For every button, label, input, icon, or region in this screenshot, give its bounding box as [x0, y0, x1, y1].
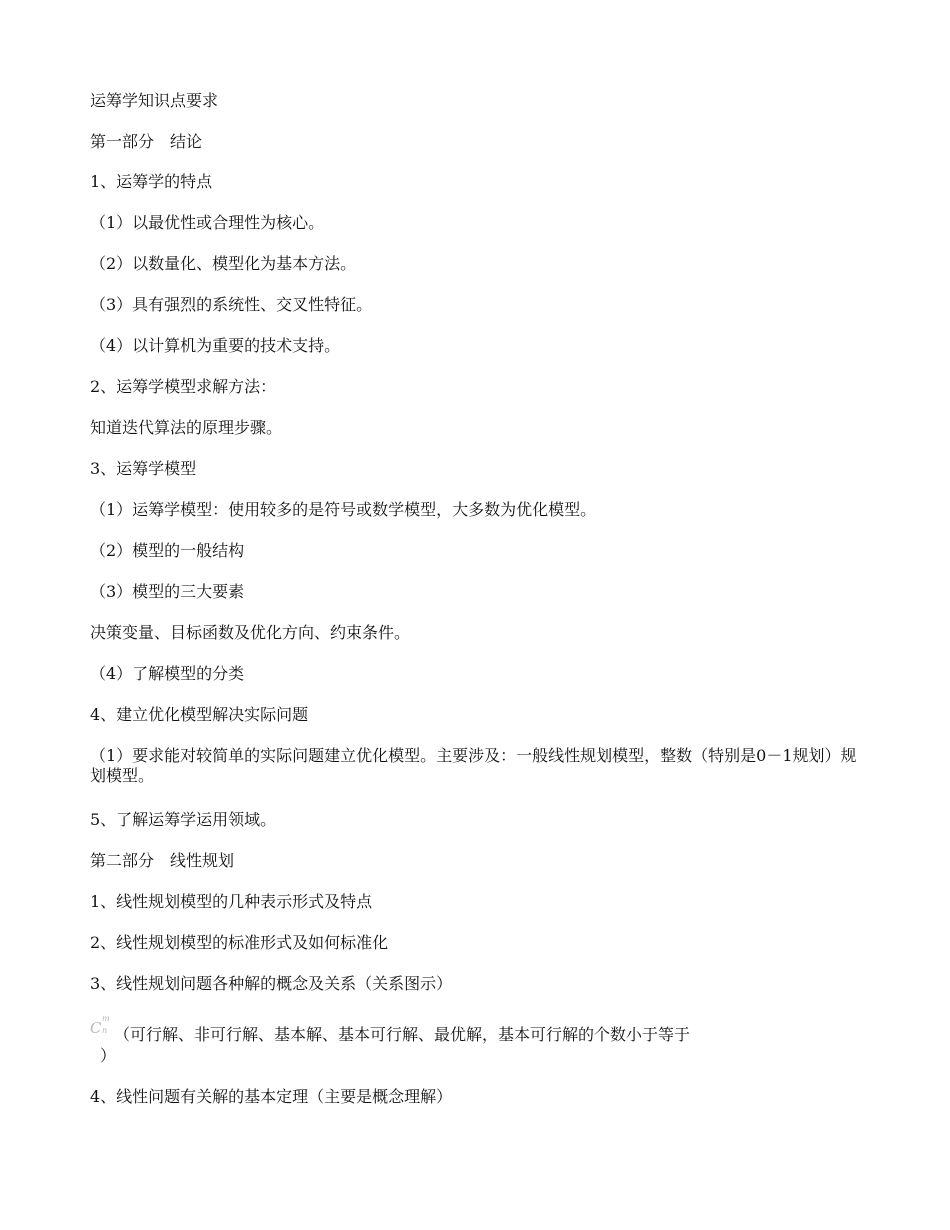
- formula-base: C: [90, 1019, 102, 1037]
- section3-item-2: （2）模型的一般结构: [90, 541, 245, 560]
- section1-item-4: （4）以计算机为重要的技术支持。: [90, 336, 341, 355]
- section4-title: 4、建立优化模型解决实际问题: [90, 705, 309, 724]
- solutions-note-line1: （可行解、非可行解、基本解、基本可行解、最优解，基本可行解的个数小于等于: [114, 1025, 691, 1044]
- section4-item-1: （1）要求能对较简单的实际问题建立优化模型。主要涉及：一般线性规划模型，整数（特别是0－1规划）规划模型。: [90, 746, 857, 785]
- part2-item-4: 4、线性问题有关解的基本定理（主要是概念理解）: [90, 1087, 453, 1106]
- part2-item-2: 2、线性规划模型的标准形式及如何标准化: [90, 933, 389, 952]
- part2-item-3: 3、线性规划问题各种解的概念及关系（关系图示）: [90, 974, 453, 993]
- combination-formula-image: [90, 1014, 116, 1039]
- section3-item-4: （4）了解模型的分类: [90, 664, 245, 683]
- section2-text: 知道迭代算法的原理步骤。: [90, 418, 283, 437]
- section5-title: 5、了解运筹学运用领域。: [90, 810, 277, 829]
- section1-item-2: （2）以数量化、模型化为基本方法。: [90, 254, 357, 273]
- section1-item-1: （1）以最优性或合理性为核心。: [90, 213, 325, 232]
- part1-heading: 第一部分 结论: [90, 132, 203, 151]
- section2-title: 2、运筹学模型求解方法：: [90, 377, 277, 396]
- solutions-note-line2: ）: [100, 1046, 117, 1065]
- section3-item-3: （3）模型的三大要素: [90, 582, 245, 601]
- part2-item-1: 1、线性规划模型的几种表示形式及特点: [90, 892, 373, 911]
- section3-title: 3、运筹学模型: [90, 459, 197, 478]
- formula-subscript: n: [102, 1026, 108, 1035]
- section1-title: 1、运筹学的特点: [90, 172, 213, 191]
- document-title: 运筹学知识点要求: [90, 91, 219, 110]
- formula-superscript: m: [102, 1014, 110, 1023]
- part2-heading: 第二部分 线性规划: [90, 851, 235, 870]
- section1-item-3: （3）具有强烈的系统性、交叉性特征。: [90, 295, 373, 314]
- section3-item-1: （1）运筹学模型：使用较多的是符号或数学模型，大多数为优化模型。: [90, 500, 597, 519]
- section3-text: 决策变量、目标函数及优化方向、约束条件。: [90, 623, 411, 642]
